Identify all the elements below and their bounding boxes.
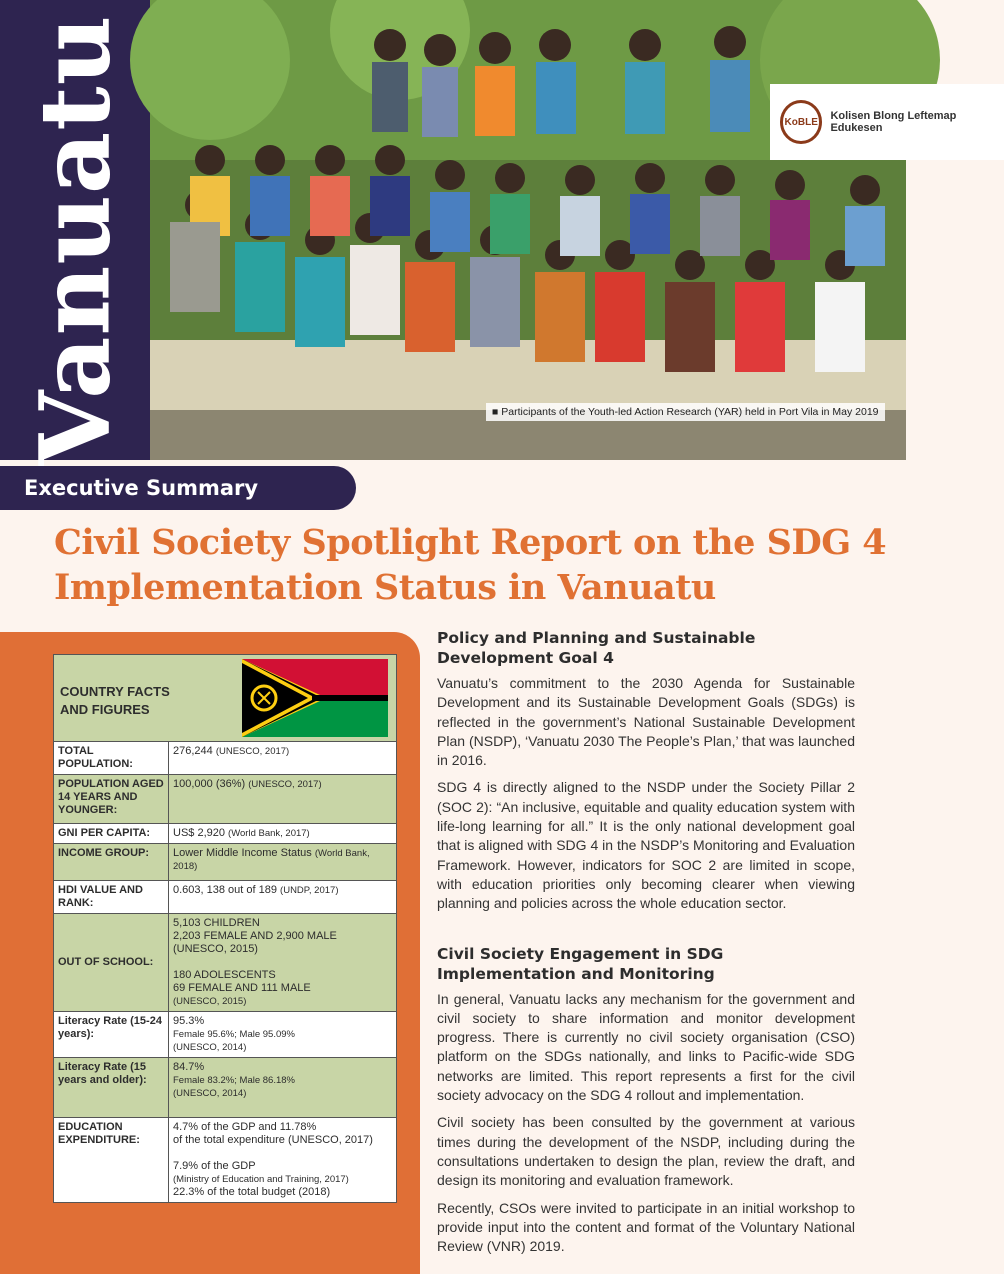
facts-row-literacy-youth xyxy=(54,1012,397,1058)
facts-row-value xyxy=(169,775,397,824)
facts-header: COUNTRY FACTS AND FIGURES xyxy=(60,684,170,717)
facts-row-value xyxy=(169,1118,397,1203)
facts-value: 100,000 (36%) xyxy=(173,778,246,790)
expenditure-line: (Ministry of Education and Training, 2017) xyxy=(173,1174,349,1185)
country-facts-table xyxy=(53,654,397,1203)
vanuatu-flag-icon xyxy=(242,659,388,737)
paragraph: In general, Vanuatu lacks any mechanism for the government and civil society to share information and monitor development progress. There is currently no civil society organisation (CSO) platform on the SDGs nationally, and links to Pacific-wide SDG networks are limited. This report represents a first for the civil society advocacy on the SDG 4 rollout and implementation. xyxy=(437,990,855,1104)
facts-value: US$ 2,920 xyxy=(173,827,225,839)
summary-body xyxy=(437,628,855,1264)
facts-source: (UNESCO, 2017) xyxy=(248,779,322,790)
paragraph: Recently, CSOs were invited to participate in an initial workshop to provide input into the content and format of the Voluntary National Review (VNR) 2019. xyxy=(437,1199,855,1255)
expenditure-line: of the total expenditure (UNESCO, 2017) xyxy=(173,1134,373,1146)
paragraph: Vanuatu’s commitment to the 2030 Agenda for Sustainable Development and its Sustainable Development Goals (SDGs) is reflected in the government’s National Sustainable Development Plan (NSDP), ‘Vanuatu 2030 The People’s Plan,’ that was launched in 2016. xyxy=(437,675,855,769)
facts-row-value xyxy=(169,824,397,844)
paragraph: SDG 4 is directly aligned to the NSDP under the Society Pillar 2 (SOC 2): “An inclusive, equitable and quality education system with life-long learning for all.” It is the only national development goal that is aligned with SDG 4 in the NSDP’s Monitoring and Evaluation Framework. However, indicators for SOC 2 are limited in scope, with education priorities only becoming clearer when viewing planning and policies across the whole education sector. xyxy=(437,779,855,912)
facts-row xyxy=(54,881,397,914)
report-title-line1: Civil Society Spotlight Report on the SDG 4 xyxy=(54,522,887,563)
country-sidebar xyxy=(0,0,150,466)
facts-row-expenditure xyxy=(54,1118,397,1203)
facts-row-key: HDI VALUE AND RANK: xyxy=(54,881,169,914)
facts-value: 84.7% xyxy=(173,1061,205,1073)
facts-row-key: TOTAL POPULATION: xyxy=(54,742,169,775)
facts-detail: Female 83.2%; Male 86.18% xyxy=(173,1075,295,1086)
section-heading-policy: Policy and Planning and Sustainable Development Goal 4 xyxy=(437,629,756,667)
report-title-line2: Implementation Status in Vanuatu xyxy=(54,567,716,608)
facts-row-key: INCOME GROUP: xyxy=(54,844,169,881)
facts-row xyxy=(54,742,397,775)
facts-row-value xyxy=(169,742,397,775)
expenditure-line: 7.9% of the GDP xyxy=(173,1160,256,1172)
facts-source: (UNESCO, 2015) xyxy=(173,996,247,1007)
facts-row-literacy-adult xyxy=(54,1058,397,1118)
facts-value: Lower Middle Income Status xyxy=(173,847,312,859)
facts-row-value xyxy=(169,844,397,881)
facts-source: (UNESCO, 2014) xyxy=(173,1088,247,1099)
facts-row-value xyxy=(169,1012,397,1058)
facts-row-out-of-school xyxy=(54,914,397,1012)
facts-row-key: Literacy Rate (15 years and older): xyxy=(54,1058,169,1118)
facts-row-key: OUT OF SCHOOL: xyxy=(54,914,169,1012)
koble-logo xyxy=(770,84,1004,160)
facts-row-key: POPULATION AGED 14 YEARS AND YOUNGER: xyxy=(54,775,169,824)
photo-caption-text: Participants of the Youth-led Action Research (YAR) held in Port Vila in May 2019 xyxy=(501,406,879,418)
out-of-school-adolescents-detail: 69 FEMALE AND 111 MALE xyxy=(173,982,311,994)
section-label: Executive Summary xyxy=(0,466,356,510)
expenditure-line: 22.3% of the total budget (2018) xyxy=(173,1186,331,1198)
facts-source: (UNESCO, 2017) xyxy=(215,746,290,757)
facts-source: (UNESCO, 2014) xyxy=(173,1042,247,1053)
cover-header xyxy=(0,0,957,466)
out-of-school-children: 5,103 CHILDREN xyxy=(173,917,260,929)
out-of-school-adolescents: 180 ADOLESCENTS xyxy=(173,969,276,981)
koble-logo-text: Kolisen Blong Leftemap Edukesen xyxy=(830,110,957,134)
out-of-school-children-detail: 2,203 FEMALE AND 2,900 MALE (UNESCO, 2015) xyxy=(173,930,337,955)
facts-row xyxy=(54,824,397,844)
facts-detail: Female 95.6%; Male 95.09% xyxy=(173,1029,295,1040)
facts-source: (World Bank, 2017) xyxy=(228,828,310,839)
facts-row-key: EDUCATION EXPENDITURE: xyxy=(54,1118,169,1203)
facts-row xyxy=(54,775,397,824)
facts-row-key: GNI PER CAPITA: xyxy=(54,824,169,844)
facts-row-value xyxy=(169,914,397,1012)
facts-row-key: Literacy Rate (15-24 years): xyxy=(54,1012,169,1058)
facts-row-value xyxy=(169,881,397,914)
section-heading-civil-society: Civil Society Engagement in SDG Implementation and Monitoring xyxy=(437,944,724,983)
facts-row-value xyxy=(169,1058,397,1118)
facts-header-row xyxy=(54,655,397,742)
facts-value: 276,244 xyxy=(173,745,213,757)
country-title: Vanuatu xyxy=(18,14,132,466)
facts-source: (UNDP, 2017) xyxy=(280,885,339,896)
facts-value: 95.3% xyxy=(173,1015,205,1027)
report-title xyxy=(54,520,894,610)
group-photo xyxy=(150,0,957,460)
group-photo-illustration xyxy=(150,0,906,460)
koble-logo-mark: KoBLE xyxy=(780,100,822,144)
facts-source: (World Bank, 2018) xyxy=(173,848,370,872)
expenditure-line: 4.7% of the GDP and 11.78% xyxy=(173,1121,317,1133)
paragraph: Civil society has been consulted by the government at various times during the development of the NSDP, including during the consultations undertaken to design the plan, review the draft, and design its monitoring and evaluation framework. xyxy=(437,1114,855,1189)
photo-caption: ■ Participants of the Youth-led Action Research (YAR) held in Port Vila in May 2019 xyxy=(486,403,885,421)
facts-value: 0.603, 138 out of 189 xyxy=(173,884,277,896)
facts-row xyxy=(54,844,397,881)
